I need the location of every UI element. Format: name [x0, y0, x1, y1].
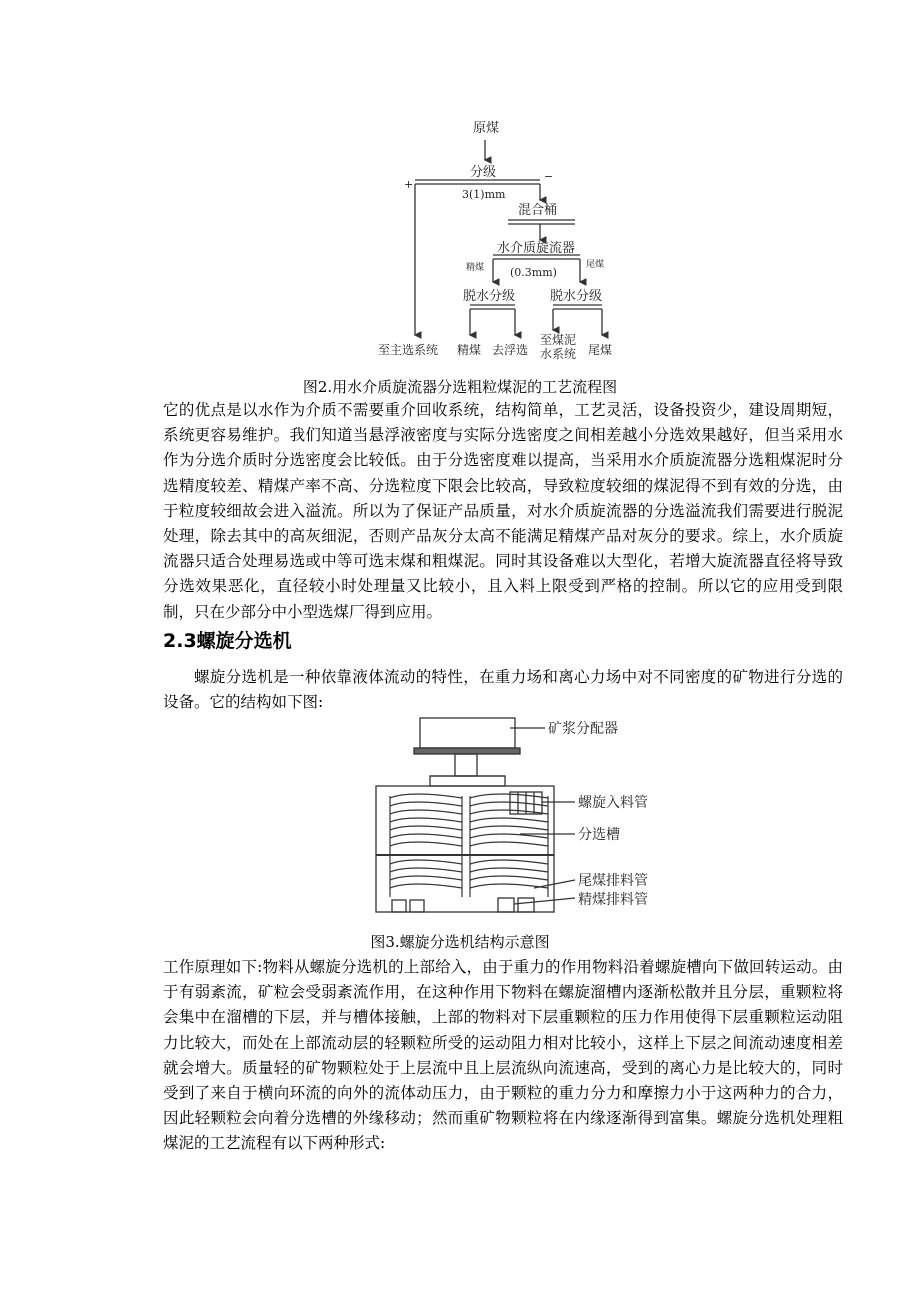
branch-minus: − — [544, 170, 554, 183]
out-main-system: 至主选系统 — [378, 343, 439, 357]
branch-tail-label: 尾煤 — [586, 260, 605, 270]
figure2-caption: 图2.用水介质旋流器分选粗粒煤泥的工艺流程图 — [302, 378, 618, 396]
out-tail-coal: 尾煤 — [588, 343, 613, 357]
node-cut-size: (0.3mm) — [510, 266, 557, 279]
branch-plus: + — [404, 178, 414, 191]
paragraph-cyclone-advantages: 它的优点是以水作为介质不需要重介回收系统，结构简单，工艺灵活，设备投资少，建设周期短，系统更容易维护。我们知道当悬浮液密度与实际分选密度之间相差越小分选效果越好，但当采用水作为分选介质时分选密度会比较低。由于分选密度难以提高，当采用水介质旋流器分选粗煤泥时分选精度较差、精煤产率不高、分选粒度下限会比较高，导致粒度较细的煤泥得不到有效的分选，由于粒度较细故会进入溢流。所以为了保证产品质量，对水介质旋流器的分选溢流我们需要进行脱泥处理，除去其中的高灰细泥，否则产品灰分太高不能满足精煤产品对灰分的要求。综上，水介质旋流器只适合处理易选或中等可选末煤和粗煤泥。同时其设备难以大型化，若增大旋流器直径将导致分选效果恶化，直径较小时处理量又比较小，且入料上限受到严格的控制。所以它的应用受到限制，只在少部分中小型选煤厂得到应用。 — [163, 401, 843, 621]
label-distributor: 矿浆分配器 — [548, 721, 618, 737]
node-cyclone: 水介质旋流器 — [497, 241, 576, 256]
spiral-separator-figure — [370, 712, 680, 930]
figure3-caption: 图3.螺旋分选机结构示意图 — [370, 933, 550, 951]
node-size: 3(1)mm — [462, 188, 506, 201]
label-trough: 分选槽 — [578, 827, 620, 843]
out-slime-line1: 至煤泥 — [540, 333, 577, 347]
label-feed-pipe: 螺旋入料管 — [578, 795, 648, 811]
node-dewater-left: 脱水分级 — [463, 289, 516, 304]
label-clean-pipe: 精煤排料管 — [578, 892, 648, 908]
out-flotation: 去浮选 — [492, 343, 529, 357]
node-classify: 分级 — [470, 165, 497, 180]
flowchart-figure — [360, 110, 640, 370]
node-raw-coal: 原煤 — [473, 121, 500, 136]
out-clean-coal: 精煤 — [457, 343, 482, 357]
paragraph-working-principle: 工作原理如下:物料从螺旋分选机的上部给入，由于重力的作用物料沿着螺旋槽向下做回转运动。由于有弱紊流，矿粒会受弱紊流作用，在这种作用下物料在螺旋溜槽内逐渐松散并且分层，重颗粒将会集中在溜槽的下层，并与槽体接触，上部的物料对下层重颗粒的压力作用使得下层重颗粒运动阻力比较大，而处在上部流动层的轻颗粒所受的运动阻力相对比较小，这样上下层之间流动速度相差就会增大。质量轻的矿物颗粒处于上层流中且上层流纵向流速高，受到的离心力是比较大的，同时受到了来自于横向环流的向外的流体动压力，由于颗粒的重力分力和摩擦力小于这两种力的合力，因此轻颗粒会向着分选槽的外缘移动；然而重矿物颗粒将在内缘逐渐得到富集。螺旋分选机处理粗煤泥的工艺流程有以下两种形式: — [163, 958, 843, 1153]
branch-clean-label: 精煤 — [466, 263, 485, 273]
node-mix-tank: 混合桶 — [518, 203, 558, 218]
node-dewater-right: 脱水分级 — [550, 289, 603, 304]
paragraph-spiral-intro: 螺旋分选机是一种依靠液体流动的特性，在重力场和离心力场中对不同密度的矿物进行分选的设备。它的结构如下图: — [163, 668, 843, 712]
section-heading: 2.3螺旋分选机 — [163, 630, 292, 652]
label-tail-pipe: 尾煤排料管 — [578, 873, 648, 889]
out-slime-line2: 水系统 — [540, 347, 577, 361]
